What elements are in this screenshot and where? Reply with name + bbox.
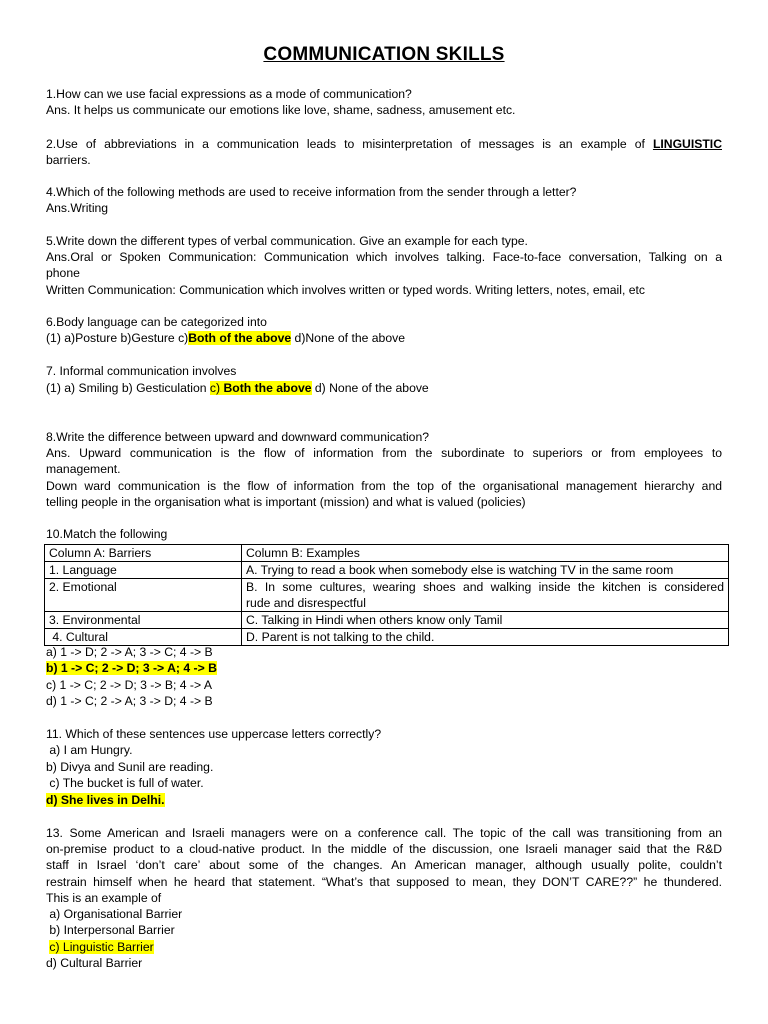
q11-option-c: c) The bucket is full of water.	[46, 776, 204, 790]
q11-question: 11. Which of these sentences use uppercase letters correctly?	[46, 727, 382, 741]
q13-option-a: a) Organisational Barrier	[46, 907, 183, 921]
q7-correct-answer: Both the above	[223, 381, 312, 395]
q7-options-pre: (1) a) Smiling b) Gesticulation	[46, 381, 210, 395]
q1-question: 1.How can we use facial expressions as a mode of communication?	[46, 87, 412, 101]
table-cell: 3. Environmental	[45, 612, 242, 629]
q13-option-c-wrap	[46, 939, 722, 955]
q7-options	[46, 380, 722, 396]
q11-option-a: a) I am Hungry.	[46, 743, 133, 757]
q8-answer-line2: management.	[46, 462, 121, 476]
q2-keyword: LINGUISTIC	[652, 137, 722, 151]
q5-answer-line2: phone	[46, 266, 80, 280]
q8-answer-line3: Down ward communication is the flow of information from the top of the organisational management hierarchy and	[46, 479, 722, 493]
table-cell-line: B. In some cultures, wearing shoes and walking inside the kitchen is considered	[246, 580, 724, 594]
q10-option-b-wrap	[46, 660, 722, 676]
q13-line5: This is an example of	[46, 891, 162, 905]
q4-question: 4.Which of the following methods are used to receive information from the sender through a letter?	[46, 185, 577, 199]
q13-line1: 13. Some American and Israeli managers were on a conference call. The topic of the call was transitioning from an	[46, 826, 722, 840]
q13-line3: staff in Israel ‘don’t care’ about some of the changes. An American manager, although usually polite, couldn’t	[46, 858, 722, 872]
q6-correct-answer: Both of the above	[188, 331, 292, 345]
q10-question: 10.Match the following	[46, 527, 168, 541]
q13-line4: restrain himself when he heard that statement. “What’s that supposed to mean, they DON’T CARE??” he thundered.	[46, 875, 722, 889]
q8-answer-line4: telling people in the organisation what is important (mission) and what is valued (policies)	[46, 495, 526, 509]
q10-correct-option: b) 1 -> C; 2 -> D; 3 -> A; 4 -> B	[46, 661, 217, 675]
table-row	[45, 612, 729, 629]
q2-text: 2.Use of abbreviations in a communication leads to misinterpretation of messages is an example of	[46, 137, 645, 151]
table-header-row	[45, 545, 729, 562]
q7-correct-letter: c)	[209, 381, 224, 395]
q10-option-c: c) 1 -> C; 2 -> D; 3 -> B; 4 -> A	[46, 678, 212, 692]
q11-option-d-wrap	[46, 792, 722, 808]
q5-answer-line1: Ans.Oral or Spoken Communication: Communication which involves talking. Face-to-face conversation, Talking on a	[46, 250, 722, 264]
table-header-cell: Column A: Barriers	[45, 545, 242, 562]
table-cell: D. Parent is not talking to the child.	[242, 629, 729, 646]
q11-option-b: b) Divya and Sunil are reading.	[46, 760, 214, 774]
q6-options-pre: (1) a)Posture b)Gesture c)	[46, 331, 189, 345]
table-header-cell: Column B: Examples	[242, 545, 729, 562]
q6-options-post: d)None of the above	[291, 331, 405, 345]
q6-question: 6.Body language can be categorized into	[46, 315, 267, 329]
table-cell	[242, 579, 729, 612]
table-cell: 1. Language	[45, 562, 242, 579]
q7-question: 7. Informal communication involves	[46, 364, 237, 378]
q13-option-d: d) Cultural Barrier	[46, 956, 143, 970]
q10-option-d: d) 1 -> C; 2 -> A; 3 -> D; 4 -> B	[46, 694, 213, 708]
q6-options	[46, 330, 722, 346]
q5-question: 5.Write down the different types of verbal communication. Give an example for each type.	[46, 234, 528, 248]
q2-tail: barriers.	[46, 153, 91, 167]
q8-question: 8.Write the difference between upward and downward communication?	[46, 430, 430, 444]
table-cell: A. Trying to read a book when somebody else is watching TV in the same room	[242, 562, 729, 579]
q2-question	[46, 136, 722, 152]
match-table	[44, 544, 729, 646]
q8-answer-line1: Ans. Upward communication is the flow of information from the subordinate to superiors or from employees to	[46, 446, 722, 460]
q11-correct-option: d) She lives in Delhi.	[46, 793, 165, 807]
q13-line2: on-premise product to a cloud-native product. In the middle of the discussion, one Israeli manager said that the R&D	[46, 842, 722, 856]
q13-option-b: b) Interpersonal Barrier	[46, 923, 175, 937]
table-cell: 2. Emotional	[45, 579, 242, 612]
page-title: COMMUNICATION SKILLS	[263, 44, 505, 65]
table-cell: 4. Cultural	[45, 629, 242, 646]
q1-answer: Ans. It helps us communicate our emotions like love, shame, sadness, amusement etc.	[46, 103, 516, 117]
table-row	[45, 562, 729, 579]
q5-answer-line3: Written Communication: Communication which involves written or typed words. Writing letters, notes, email, etc	[46, 283, 645, 297]
table-row	[45, 579, 729, 612]
table-cell-line: rude and disrespectful	[246, 596, 366, 610]
q4-answer: Ans.Writing	[46, 201, 109, 215]
table-row	[45, 629, 729, 646]
table-cell: C. Talking in Hindi when others know only Tamil	[242, 612, 729, 629]
q7-options-post: d) None of the above	[311, 381, 429, 395]
q10-option-a: a) 1 -> D; 2 -> A; 3 -> C; 4 -> B	[46, 645, 213, 659]
q13-correct-option: c) Linguistic Barrier	[49, 940, 154, 954]
